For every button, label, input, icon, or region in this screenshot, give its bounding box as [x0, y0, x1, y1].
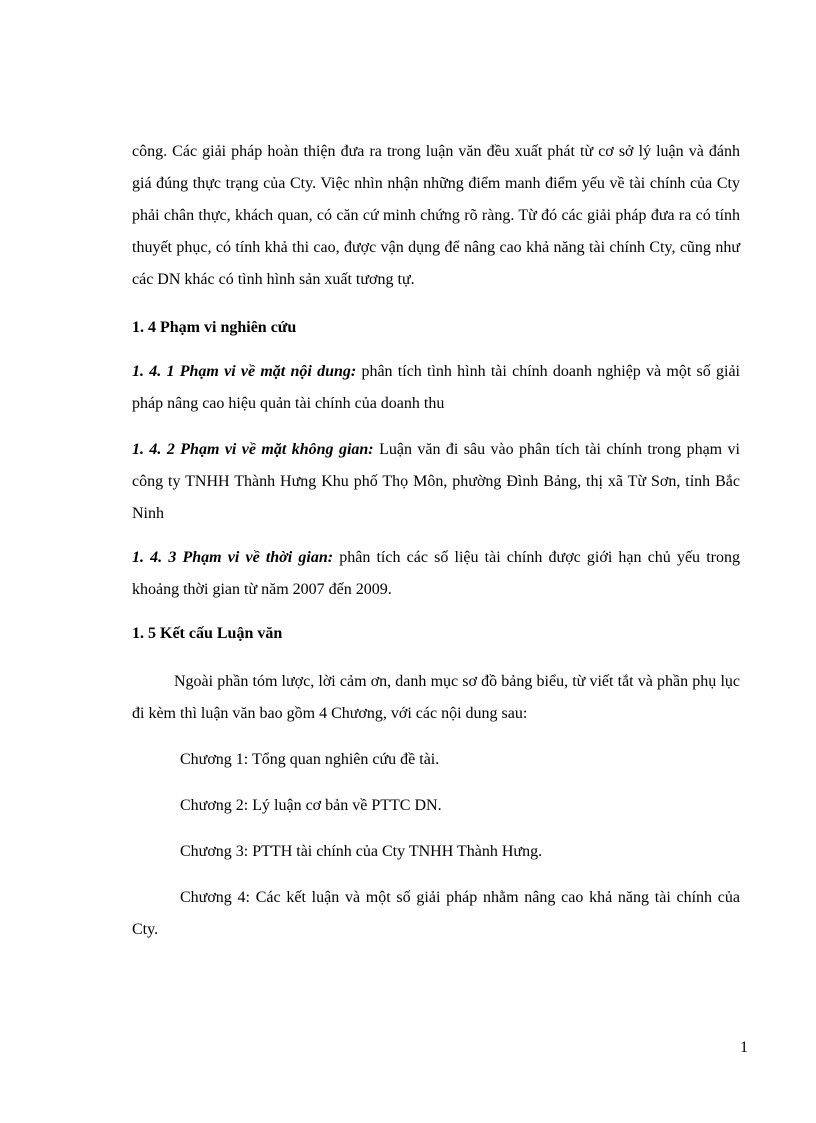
chapter-2-item: Chương 2: Lý luận cơ bản về PTTC DN.	[180, 797, 442, 814]
structure-paragraph: Ngoài phần tóm lược, lời cảm ơn, danh mục sơ đồ bảng biểu, từ viết tắt và phần phụ lục đi kèm thì luận văn bao gồm 4 Chương, với các nội dung sau:	[132, 673, 740, 722]
scope-content-paragraph	[132, 356, 740, 420]
scope-content-text: phân tích tình hình tài chính doanh nghiệp và một số giải pháp nâng cao hiệu quản tài chính của doanh thu	[132, 363, 740, 412]
scope-time-label: 1. 4. 3 Phạm vi về thời gian:	[132, 549, 334, 566]
page-number: 1	[740, 1039, 748, 1056]
intro-paragraph: công. Các giải pháp hoàn thiện đưa ra trong luận văn đều xuất phát từ cơ sở lý luận và đánh giá đúng thực trạng của Cty. Việc nhìn nhận những điểm manh điểm yếu về tài chính của Cty phải chân thực, khách quan, có căn cứ minh chứng rõ ràng. Từ đó các giải pháp đưa ra có tính thuyết phục, có tính khả thi cao, được vận dụng để nâng cao khả năng tài chính Cty, cũng như các DN khác có tình hình sản xuất tương tự.	[132, 143, 740, 288]
scope-content-label: 1. 4. 1 Phạm vi về mặt nội dung:	[132, 363, 357, 380]
scope-space-text: Luận văn đi sâu vào phân tích tài chính trong phạm vi công ty TNHH Thành Hưng Khu phố Thọ Môn, phường Đình Bảng, thị xã Từ Sơn, tỉnh Bắc Ninh	[132, 441, 740, 522]
section-1-4-heading: 1. 4 Phạm vi nghiên cứu	[132, 319, 297, 336]
scope-time-text: phân tích các số liệu tài chính được giới hạn chủ yếu trong khoảng thời gian từ năm 2007 đến 2009.	[132, 549, 740, 598]
section-1-5-heading: 1. 5 Kết cấu Luận văn	[132, 625, 283, 642]
scope-space-paragraph	[132, 434, 740, 530]
scope-time-paragraph	[132, 542, 740, 606]
scope-space-label: 1. 4. 2 Phạm vi về mặt không gian:	[132, 441, 374, 458]
chapter-4-item: Chương 4: Các kết luận và một số giải pháp nhằm nâng cao khả năng tài chính của Cty.	[132, 889, 740, 938]
chapter-3-item: Chương 3: PTTH tài chính của Cty TNHH Thành Hưng.	[180, 843, 543, 860]
chapter-1-item: Chương 1: Tổng quan nghiên cứu đề tài.	[180, 751, 440, 768]
